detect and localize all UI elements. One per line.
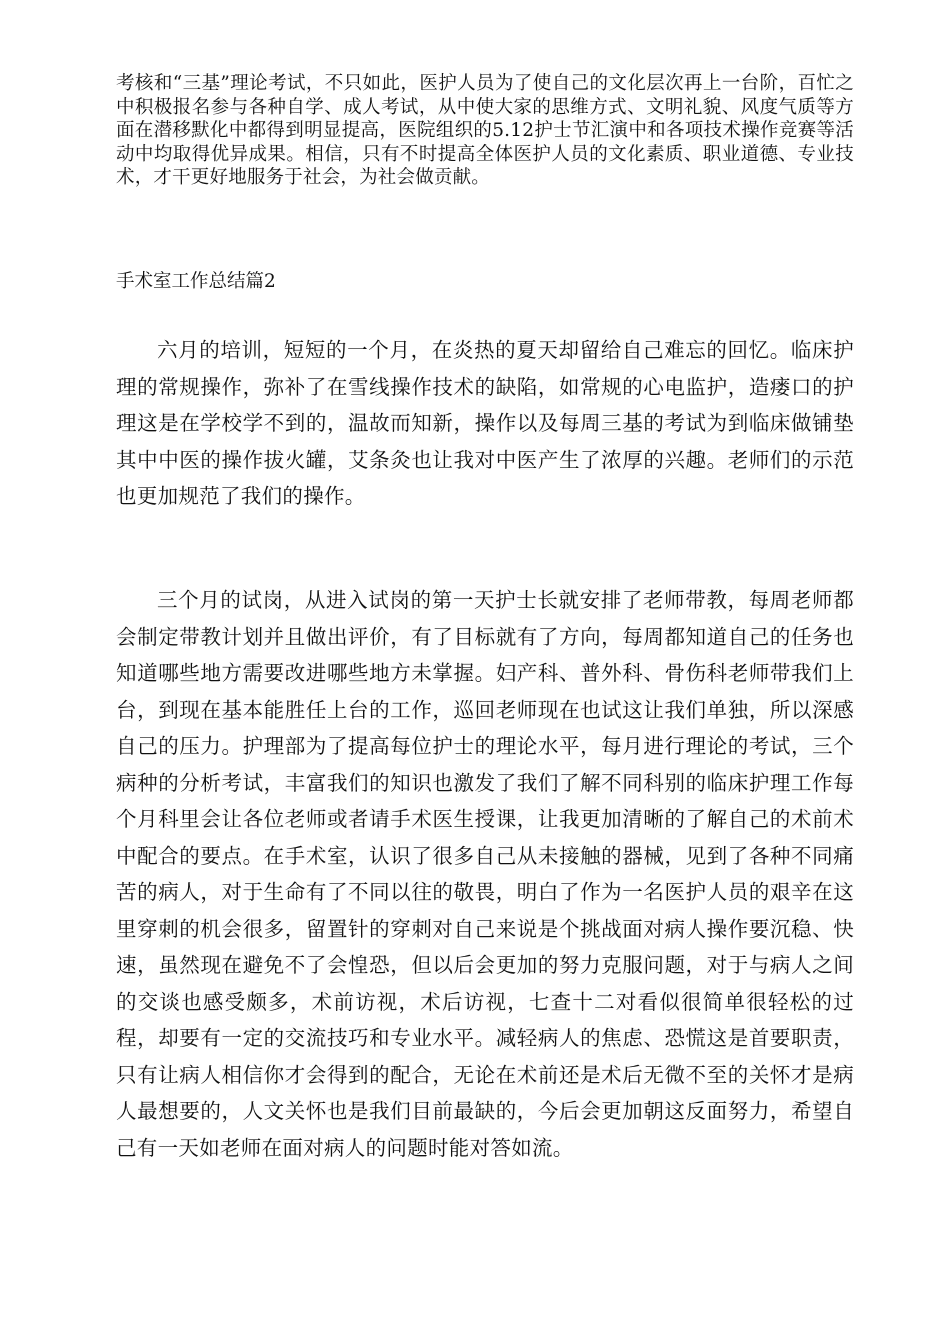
document-page — [116, 72, 854, 1160]
section-title: 手术室工作总结篇2 — [116, 271, 276, 292]
body-paragraph: 六月的培训，短短的一个月，在炎热的夏天却留给自己难忘的回忆。临床护理的常规操作，弥补了在雪线操作技术的缺陷，如常规的心电监护，造瘘口的护理这是在学校学不到的，温故而知新，操作以及每周三基的考试为到临床做铺垫其中中医的操作拔火罐，艾条灸也让我对中医产生了浓厚的兴趣。老师们的示范也更加规范了我们的操作。 — [116, 338, 854, 508]
body-paragraph: 三个月的试岗，从进入试岗的第一天护士长就安排了老师带教，每周老师都会制定带教计划并且做出评价，有了目标就有了方向，每周都知道自己的任务也知道哪些地方需要改进哪些地方未掌握。妇产科、普外科、骨伤科老师带我们上台，到现在基本能胜任上台的工作，巡回老师现在也试这让我们单独，所以深感自己的压力。护理部为了提高每位护士的理论水平，每月进行理论的考试，三个病种的分析考试，丰富我们的知识也激发了我们了解不同科别的临床护理工作每个月科里会让各位老师或者请手术医生授课，让我更加清晰的了解自己的术前术中配合的要点。在手术室，认识了很多自己从未接触的器械，见到了各种不同痛苦的病人，对于生命有了不同以往的敬畏，明白了作为一名医护人员的艰辛在这里穿刺的机会很多，留置针的穿刺对自己来说是个挑战面对病人操作要沉稳、快速，虽然现在避免不了会惶恐，但以后会更加的努力克服问题，对于与病人之间的交谈也感受颇多，术前访视，术后访视，七查十二对看似很简单很轻松的过程，却要有一定的交流技巧和专业水平。减轻病人的焦虑、恐慌这是首要职责，只有让病人相信你才会得到的配合，无论在术前还是术后无微不至的关怀才是病人最想要的，人文关怀也是我们目前最缺的，今后会更加朝这反面努力，希望自己有一天如老师在面对病人的问题时能对答如流。 — [116, 588, 854, 1160]
intro-paragraph: 考核和“三基”理论考试，不只如此，医护人员为了使自己的文化层次再上一台阶，百忙之中积极报名参与各种自学、成人考试，从中使大家的思维方式、文明礼貌、风度气质等方面在潜移默化中都得到明显提高，医院组织的5.12护士节汇演中和各项技术操作竞赛等活动中均取得优异成果。相信，只有不时提高全体医护人员的文化素质、职业道德、专业技术，才干更好地服务于社会，为社会做贡献。 — [116, 73, 854, 188]
